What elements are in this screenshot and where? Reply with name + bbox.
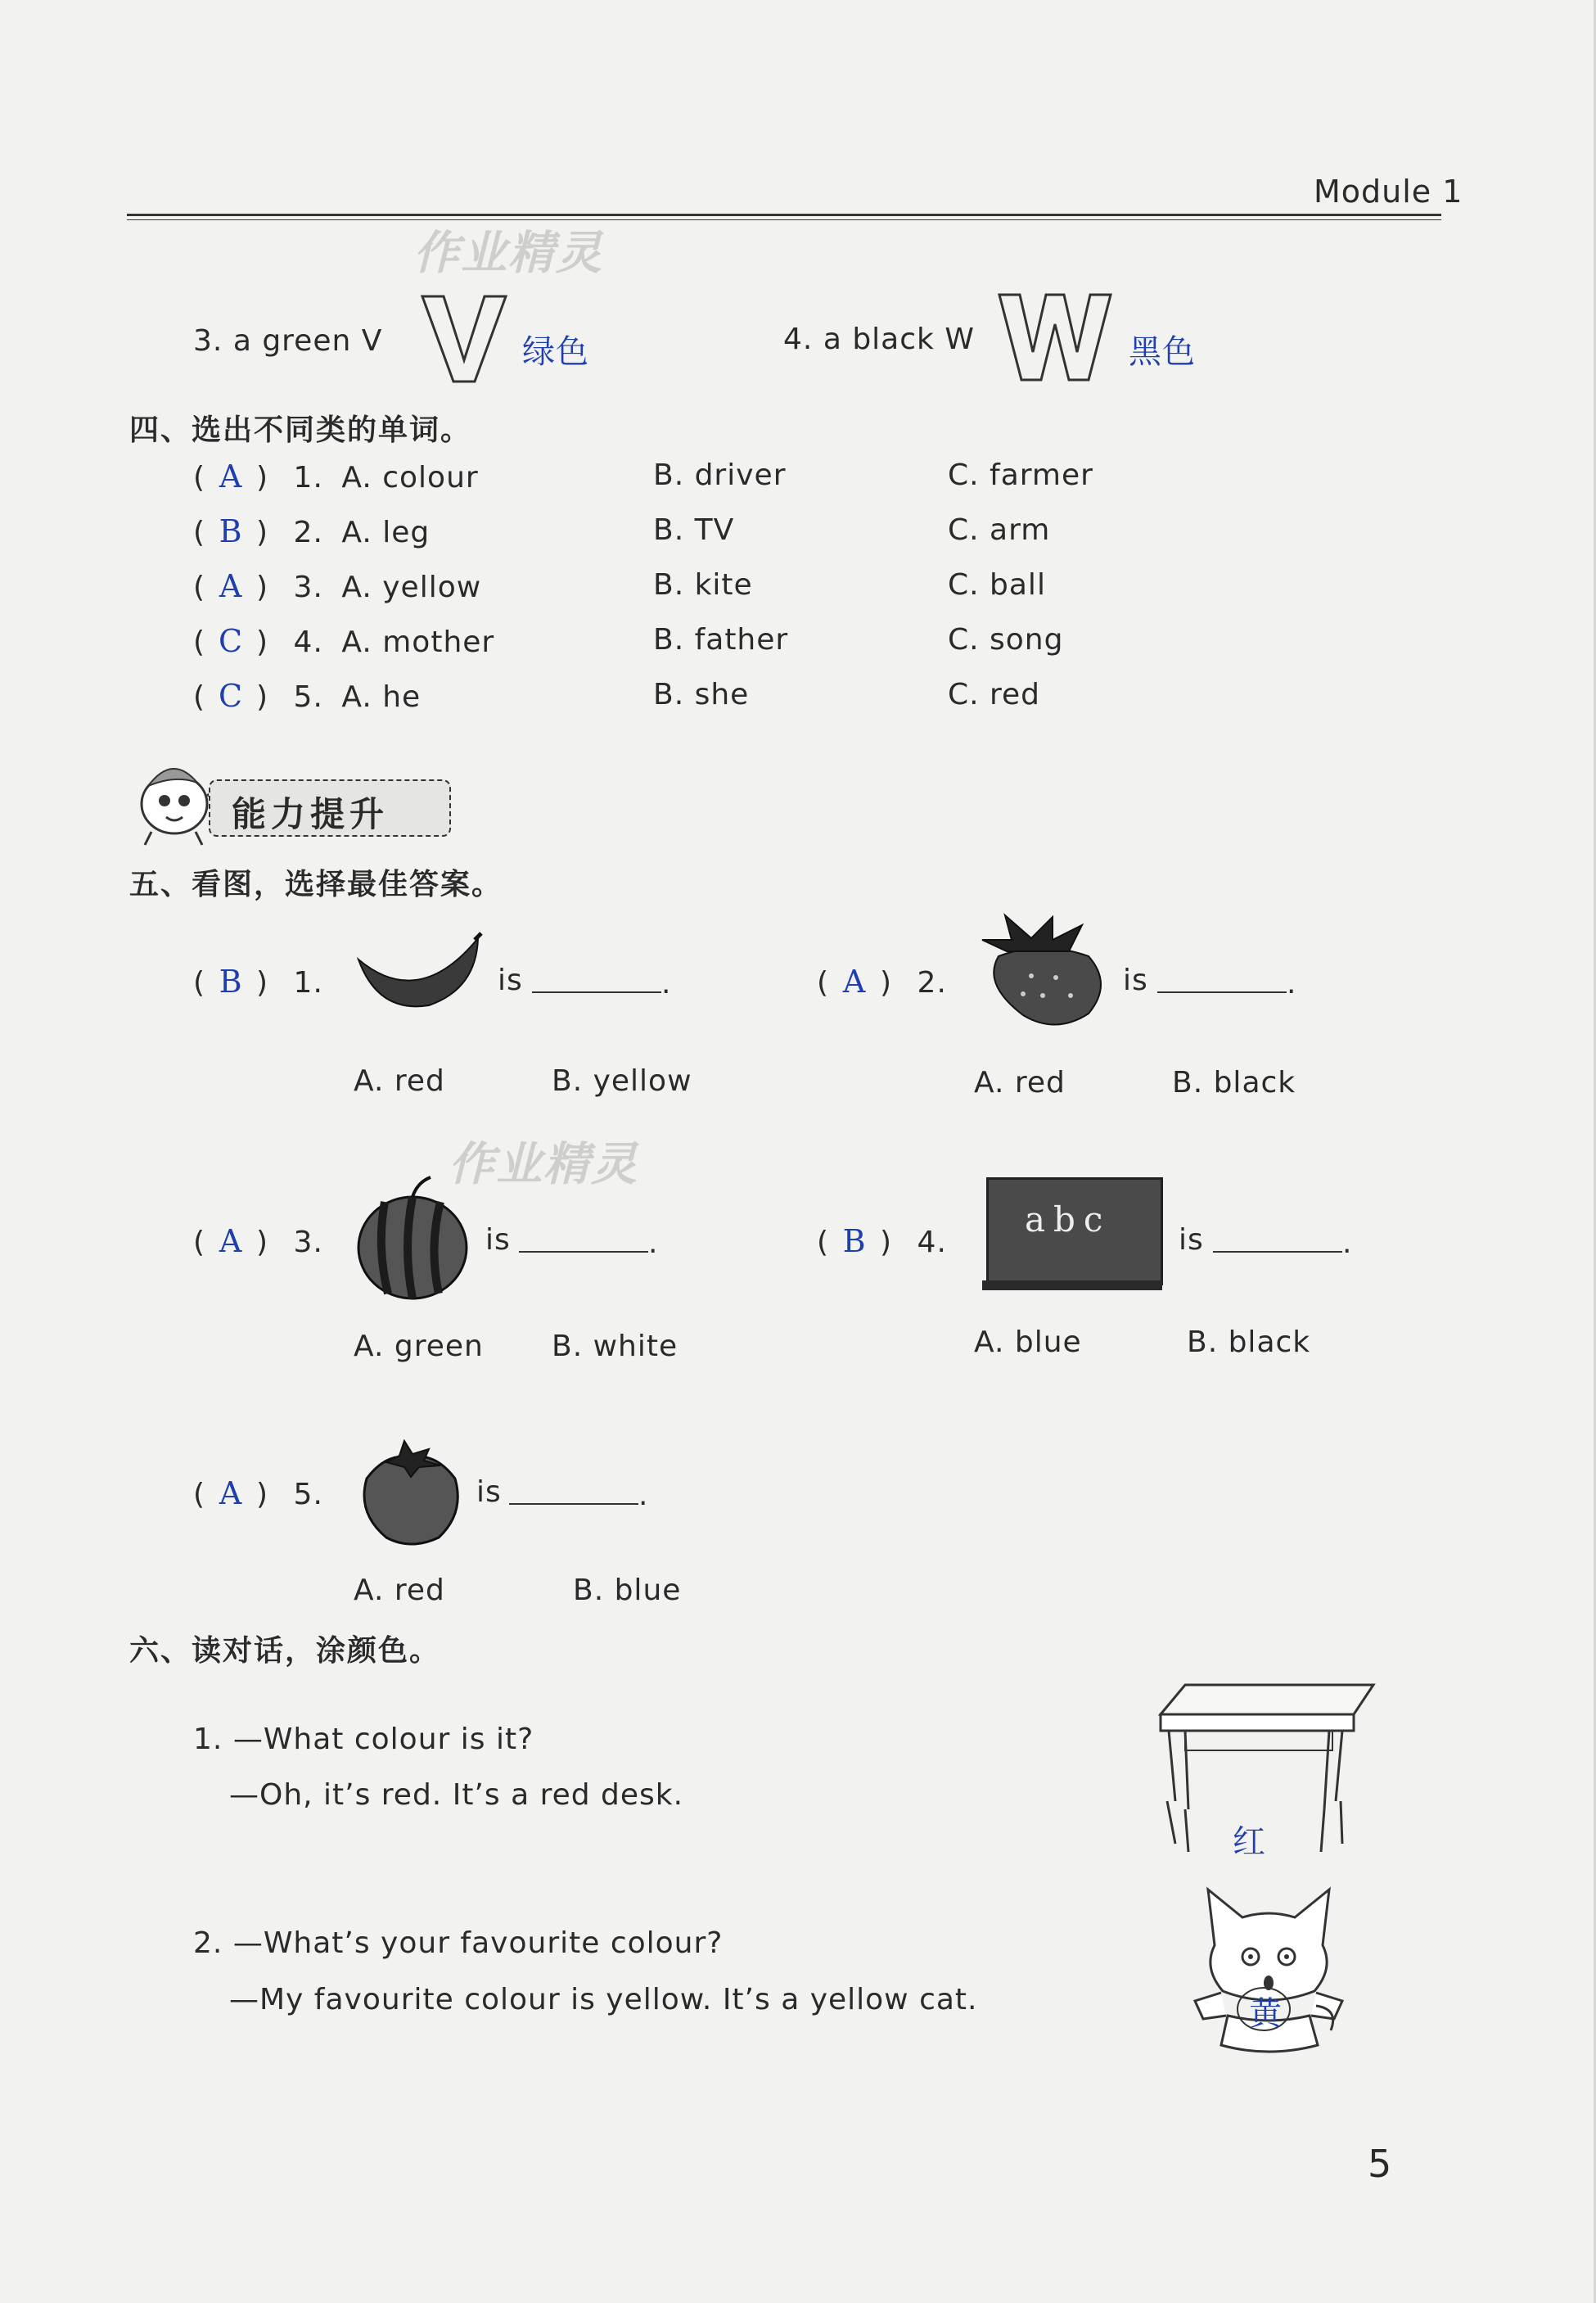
option-a: A. red: [354, 1064, 445, 1098]
answer-blank: .: [1157, 967, 1296, 1000]
option-c: C. farmer: [948, 458, 1093, 492]
option-a: A. yellow: [341, 571, 482, 604]
board-ledge: [982, 1280, 1162, 1290]
option-a: A. he: [341, 680, 422, 714]
option-c: C. red: [948, 678, 1041, 711]
answer-black: 黑色: [1129, 333, 1196, 371]
option-a: A. red: [354, 1574, 445, 1607]
answer-letter: B: [219, 513, 243, 549]
option-c: C. arm: [948, 513, 1051, 547]
item-number: 4.: [783, 323, 814, 356]
list-item: ( A ) 3.: [193, 1223, 323, 1259]
banana-icon: [354, 932, 485, 1014]
option-b: B. yellow: [552, 1064, 692, 1098]
page-number: 5: [1368, 2142, 1392, 2186]
option-a: A. red: [974, 1066, 1066, 1100]
option-b: B. she: [653, 678, 750, 711]
list-item: ( A ) 3. A. yellow: [193, 568, 482, 604]
letter-v-outline-icon: [419, 293, 509, 385]
letter-w-outline-icon: [997, 291, 1113, 383]
option-b: B. black: [1187, 1325, 1311, 1359]
answer-letter: A: [219, 568, 243, 604]
dialog-question: 1. —What colour is it?: [193, 1723, 534, 1756]
option-b: B. blue: [573, 1574, 682, 1607]
section4-title: 四、选出不同类的单词。: [129, 413, 472, 447]
answer-letter: B: [219, 964, 243, 1000]
letter-item-3: [193, 324, 382, 358]
letter-item-4: [783, 323, 975, 356]
option-b: B. TV: [653, 513, 735, 547]
cat-color-label: 黄: [1249, 1995, 1282, 2033]
list-item: ( C ) 4. A. mother: [193, 623, 495, 659]
answer-letter: A: [842, 964, 867, 1000]
dialog-answer: —Oh, it’s red. It’s a red desk.: [229, 1778, 684, 1812]
watermelon-icon: [352, 1171, 475, 1302]
is-text: is: [476, 1475, 502, 1509]
item-text: a black W: [823, 323, 975, 356]
list-item: ( A ) 5.: [193, 1475, 323, 1511]
answer-letter: A: [219, 458, 243, 494]
list-item: ( B ) 1.: [193, 964, 323, 1000]
mascot-icon: [127, 753, 217, 851]
option-b: B. white: [552, 1330, 679, 1363]
answer-letter: A: [219, 1223, 243, 1259]
option-a: A. mother: [341, 625, 495, 659]
section6-title: 六、读对话，涂颜色。: [129, 1634, 441, 1668]
is-text: is: [1179, 1223, 1204, 1257]
answer-blank: .: [519, 1226, 658, 1260]
list-item: ( A ) 1. A. colour: [193, 458, 479, 494]
option-c: C. ball: [948, 568, 1046, 602]
watermark: 作业精灵: [449, 1138, 638, 1191]
answer-blank: .: [532, 967, 671, 1000]
desk-color-label: 红: [1233, 1823, 1265, 1861]
header-rule-thin: [127, 219, 1441, 220]
answer-blank: .: [509, 1479, 648, 1512]
strawberry-icon: [974, 910, 1113, 1033]
header-rule: [127, 214, 1441, 216]
dialog-answer: —My favourite colour is yellow. It’s a yellow cat.: [229, 1983, 978, 2016]
item-text: a green V: [232, 324, 383, 358]
board-text: abc: [1025, 1199, 1111, 1240]
answer-letter: B: [842, 1223, 867, 1259]
is-text: is: [498, 964, 523, 997]
answer-letter: C: [219, 623, 244, 659]
answer-letter: C: [219, 678, 244, 714]
answer-blank: .: [1213, 1226, 1352, 1260]
item-number: 3.: [193, 324, 223, 358]
list-item: ( C ) 5. A. he: [193, 678, 422, 714]
option-b: B. kite: [653, 568, 753, 602]
option-c: C. song: [948, 623, 1064, 657]
section5-title: 五、看图，选择最佳答案。: [129, 868, 503, 901]
list-item: ( B ) 2. A. leg: [193, 513, 431, 549]
option-a: A. leg: [341, 516, 431, 549]
option-a: A. blue: [974, 1325, 1082, 1359]
option-a: A. green: [354, 1330, 484, 1363]
banner-label: 能力提升: [232, 794, 390, 834]
dialog-question: 2. —What’s your favourite colour?: [193, 1926, 724, 1960]
list-item: ( A ) 2.: [817, 964, 947, 1000]
option-b: B. black: [1172, 1066, 1296, 1100]
option-b: B. driver: [653, 458, 787, 492]
option-a: A. colour: [341, 461, 479, 494]
watermark: 作业精灵: [413, 227, 603, 280]
is-text: is: [485, 1223, 511, 1257]
list-item: ( B ) 4.: [817, 1223, 947, 1259]
option-b: B. father: [653, 623, 789, 657]
is-text: is: [1123, 964, 1148, 997]
desk-icon: [1152, 1678, 1378, 1858]
tomato-icon: [354, 1434, 468, 1549]
answer-letter: A: [219, 1475, 243, 1511]
answer-green: 绿色: [522, 333, 589, 371]
module-title: Module 1: [1314, 174, 1463, 210]
banner: [127, 753, 454, 851]
blackboard-icon: [986, 1177, 1163, 1285]
